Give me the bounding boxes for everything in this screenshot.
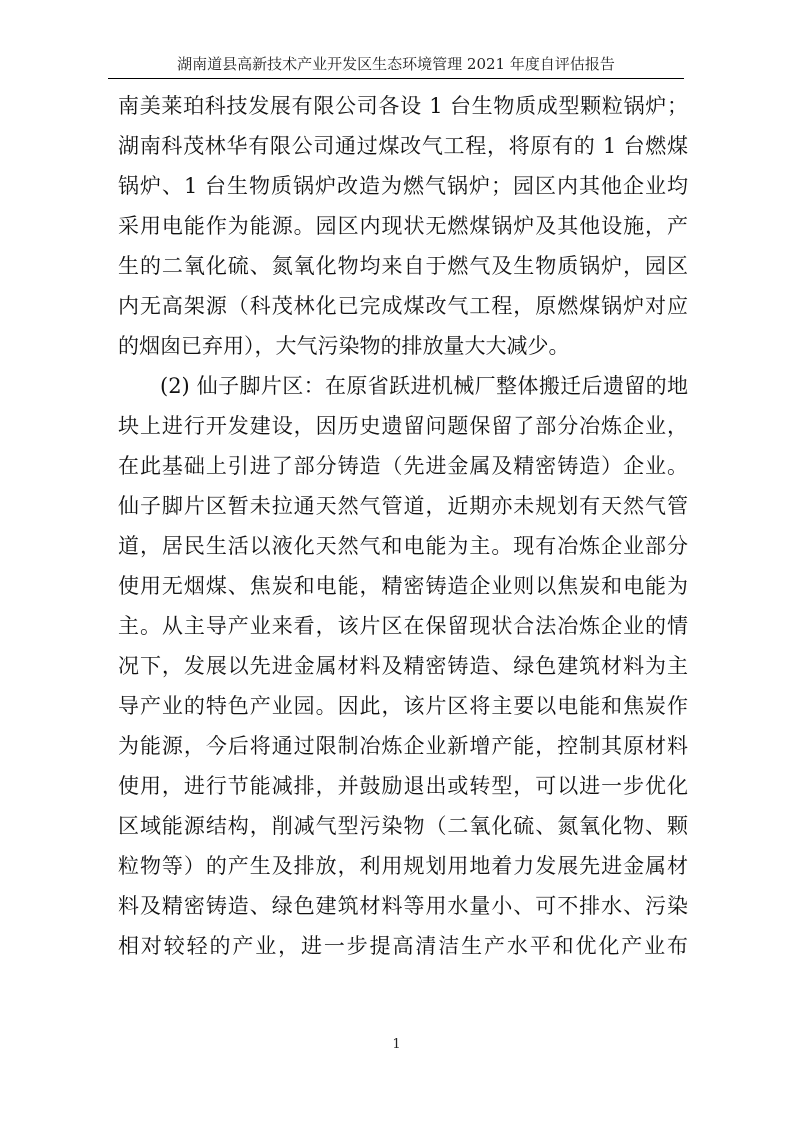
page-number: 1 — [392, 1037, 401, 1052]
text-line: 锅炉、1 台生物质锅炉改造为燃气锅炉；园区内其他企业均 — [118, 174, 688, 198]
text-line: 生的二氧化硫、氮氧化物均来自于燃气及生物质锅炉，园区 — [118, 254, 688, 278]
header-divider — [108, 78, 684, 79]
text-line: 块上进行开发建设，因历史遗留问题保留了部分冶炼企业， — [118, 414, 688, 438]
text-line: 南美莱珀科技发展有限公司各设 1 台生物质成型颗粒锅炉； — [118, 94, 688, 118]
text-line: 区域能源结构，削减气型污染物（二氧化硫、氮氧化物、颗 — [118, 814, 688, 838]
text-line: 湖南科茂林华有限公司通过煤改气工程，将原有的 1 台燃煤 — [118, 134, 688, 158]
text-line: 主。从主导产业来看，该片区在保留现状合法冶炼企业的情 — [118, 614, 688, 638]
text-line: 况下，发展以先进金属材料及精密铸造、绿色建筑材料为主 — [118, 654, 688, 678]
text-line: 使用无烟煤、焦炭和电能，精密铸造企业则以焦炭和电能为 — [118, 574, 688, 598]
text-line: 为能源，今后将通过限制冶炼企业新增产能，控制其原材料 — [118, 734, 688, 758]
body-text — [118, 86, 688, 966]
text-line: 在此基础上引进了部分铸造（先进金属及精密铸造）企业。 — [118, 454, 688, 478]
text-line: 相对较轻的产业，进一步提高清洁生产水平和优化产业布 — [118, 934, 688, 958]
page-header: 湖南道县高新技术产业开发区生态环境管理 2021 年度自评估报告 — [177, 55, 615, 73]
paragraph-start-line: (2) 仙子脚片区：在原省跃进机械厂整体搬迁后遗留的地 — [160, 374, 688, 398]
text-line: 粒物等）的产生及排放，利用规划用地着力发展先进金属材 — [118, 854, 688, 878]
text-line: 使用，进行节能减排，并鼓励退出或转型，可以进一步优化 — [118, 774, 688, 798]
text-line: 导产业的特色产业园。因此，该片区将主要以电能和焦炭作 — [118, 694, 688, 718]
text-line: 内无高架源（科茂林化已完成煤改气工程，原燃煤锅炉对应 — [118, 294, 688, 318]
text-line: 料及精密铸造、绿色建筑材料等用水量小、可不排水、污染 — [118, 894, 688, 918]
text-line: 的烟囱已弃用），大气污染物的排放量大大减少。 — [118, 334, 570, 358]
text-line: 采用电能作为能源。园区内现状无燃煤锅炉及其他设施，产 — [118, 214, 688, 238]
text-line: 道，居民生活以液化天然气和电能为主。现有冶炼企业部分 — [118, 534, 688, 558]
text-line: 仙子脚片区暂未拉通天然气管道，近期亦未规划有天然气管 — [118, 494, 688, 518]
